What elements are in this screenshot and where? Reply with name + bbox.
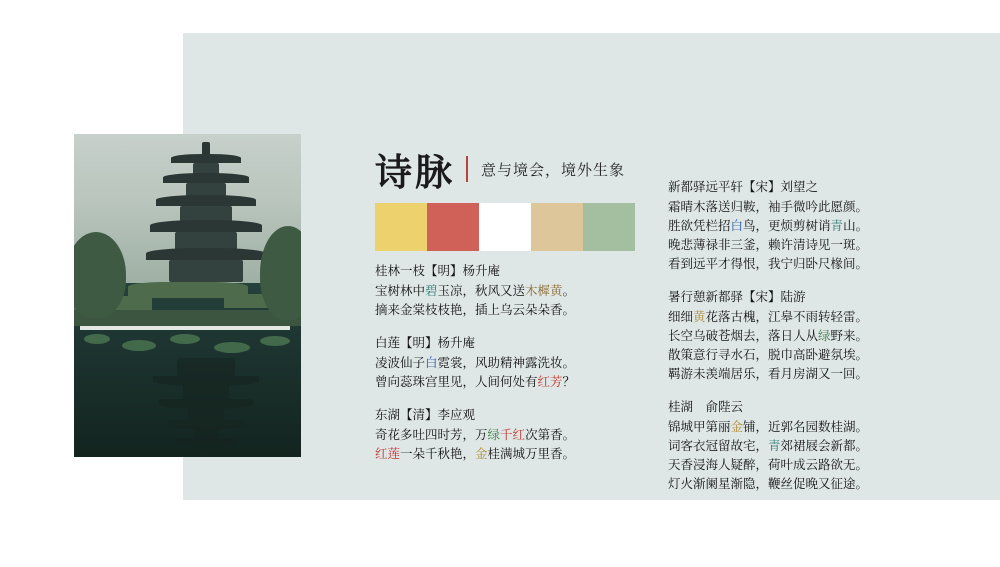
poem-line [668, 217, 968, 236]
poem-text: 郊裙屐会新都。 [780, 439, 869, 453]
poem-text-highlight: 青 [768, 439, 781, 453]
poem-text: 灯火渐阑星渐隐，鞭丝促晚又征途。 [668, 477, 869, 491]
poem-text: 天香浸海人疑醉，荷叶成云路欲无。 [668, 458, 869, 472]
poem-text-highlight: 白 [425, 356, 438, 370]
poem-line [668, 365, 968, 384]
poem-text-highlight: 红 [512, 428, 526, 442]
poem-text: 锦城甲第丽 [668, 420, 731, 434]
railing [80, 326, 290, 330]
title-block [375, 142, 675, 196]
page-title: 诗脉 [375, 153, 455, 194]
poem-text: 晚悲薄禄非三釜，赖许清诗见一斑。 [668, 238, 869, 252]
lotus-leaf [170, 334, 200, 344]
poem-text: 。 [562, 284, 576, 298]
lotus-leaf [214, 342, 250, 353]
poem-line [375, 373, 625, 392]
poem-text: 奇花多吐四时芳，万 [375, 428, 488, 442]
poem-text: 山。 [843, 219, 869, 233]
poem-text-highlight: 黄 [693, 310, 706, 324]
poem-line [375, 445, 625, 464]
title-divider [466, 156, 468, 182]
poem-text: 散策意行寻水石，脱巾高卧避氛埃。 [668, 348, 869, 362]
poem-entry [668, 178, 968, 274]
poem-line [668, 327, 968, 346]
poem-text-highlight: 绿 [487, 428, 501, 442]
poem-entry [375, 406, 625, 464]
poem-column-left [375, 262, 625, 478]
poem-text: 鸟，更烦剪树诮 [743, 219, 831, 233]
poem-line [375, 282, 625, 301]
poem-line [668, 255, 968, 274]
poem-text: ？ [562, 375, 576, 389]
poem-text: 花落古槐，江皋不雨转轻雷。 [705, 310, 869, 324]
poem-text: 铺，近郭名园数桂湖。 [743, 420, 869, 434]
poem-text: 次第香。 [525, 428, 576, 442]
swatch-white [479, 203, 531, 251]
pagoda-structure [146, 142, 266, 282]
swatch-tan [531, 203, 583, 251]
pagoda-reflection [146, 356, 266, 456]
poem-text-highlight: 金 [730, 420, 744, 434]
poem-text: 一朵千秋艳， [400, 447, 476, 461]
poem-text: 野来。 [830, 329, 869, 343]
poem-text: 宝树林中 [375, 284, 426, 298]
poem-line [375, 354, 625, 373]
lotus-leaf [260, 336, 290, 346]
poem-line [375, 426, 625, 445]
poem-entry [375, 334, 625, 392]
poem-line [668, 198, 968, 217]
lotus-leaf [122, 340, 156, 351]
poem-text-highlight: 木樨黄 [525, 284, 563, 298]
poem-text: 霜晴木落送归鞍，袖手微吟此愿颜。 [668, 200, 869, 214]
poem-text: 长空乌破苍烟去，落日人从 [668, 329, 819, 343]
poem-line [668, 346, 968, 365]
poem-text: 词客衣冠留故宅， [668, 439, 769, 453]
swatch-green [583, 203, 635, 251]
poem-text: 细细 [668, 310, 694, 324]
poem-text: 桂满城万里香。 [487, 447, 576, 461]
poem-title: 桂林一枝【明】杨升庵 [375, 264, 501, 278]
color-swatch-row [375, 203, 635, 251]
poem-line [668, 418, 968, 437]
poem-text: 看到远平才得恨，我宁归卧尺椽间。 [668, 257, 869, 271]
poem-line [668, 437, 968, 456]
poem-entry [668, 288, 968, 384]
poem-title: 新都驿远平轩【宋】刘望之 [668, 180, 819, 194]
poem-line [375, 301, 625, 320]
poem-line [668, 475, 968, 494]
poem-text: 羁游未羡端居乐，看月房湖又一回。 [668, 367, 869, 381]
poem-title: 东湖【清】李应观 [375, 408, 476, 422]
poem-line [668, 236, 968, 255]
poem-title: 白莲【明】杨升庵 [375, 336, 476, 350]
poem-column-right [668, 178, 968, 508]
swatch-yellow [375, 203, 427, 251]
poem-text: 曾向蕊珠宫里见，人间何处有 [375, 375, 538, 389]
poem-line [668, 456, 968, 475]
poem-title: 桂湖 俞陛云 [668, 400, 744, 414]
poem-text: 凌波仙子 [375, 356, 426, 370]
poem-text: 玉凉，秋风又送 [437, 284, 526, 298]
poem-entry [668, 398, 968, 494]
lotus-leaf [84, 334, 110, 344]
poem-line [668, 308, 968, 327]
pagoda-photo [74, 134, 301, 457]
page-subtitle: 意与境会，境外生象 [481, 162, 626, 179]
poem-text-highlight: 青 [830, 219, 844, 233]
swatch-red [427, 203, 479, 251]
poem-text-highlight: 红芳 [537, 375, 563, 389]
poem-text-highlight: 千 [500, 428, 513, 442]
poem-text: 霓裳，风助精神露洗妆。 [437, 356, 576, 370]
poem-text-highlight: 绿 [818, 329, 831, 343]
poem-title: 暑行憩新都驿【宋】陆游 [668, 290, 806, 304]
poem-text: 胜欲凭栏招 [668, 219, 731, 233]
poem-text-highlight: 金 [475, 447, 488, 461]
poem-entry [375, 262, 625, 320]
poem-text-highlight: 白 [730, 219, 744, 233]
poem-text-highlight: 碧 [425, 284, 438, 298]
poem-text-highlight: 红莲 [375, 447, 401, 461]
poem-text: 摘来金棠枝枝艳，插上乌云朵朵香。 [375, 303, 576, 317]
